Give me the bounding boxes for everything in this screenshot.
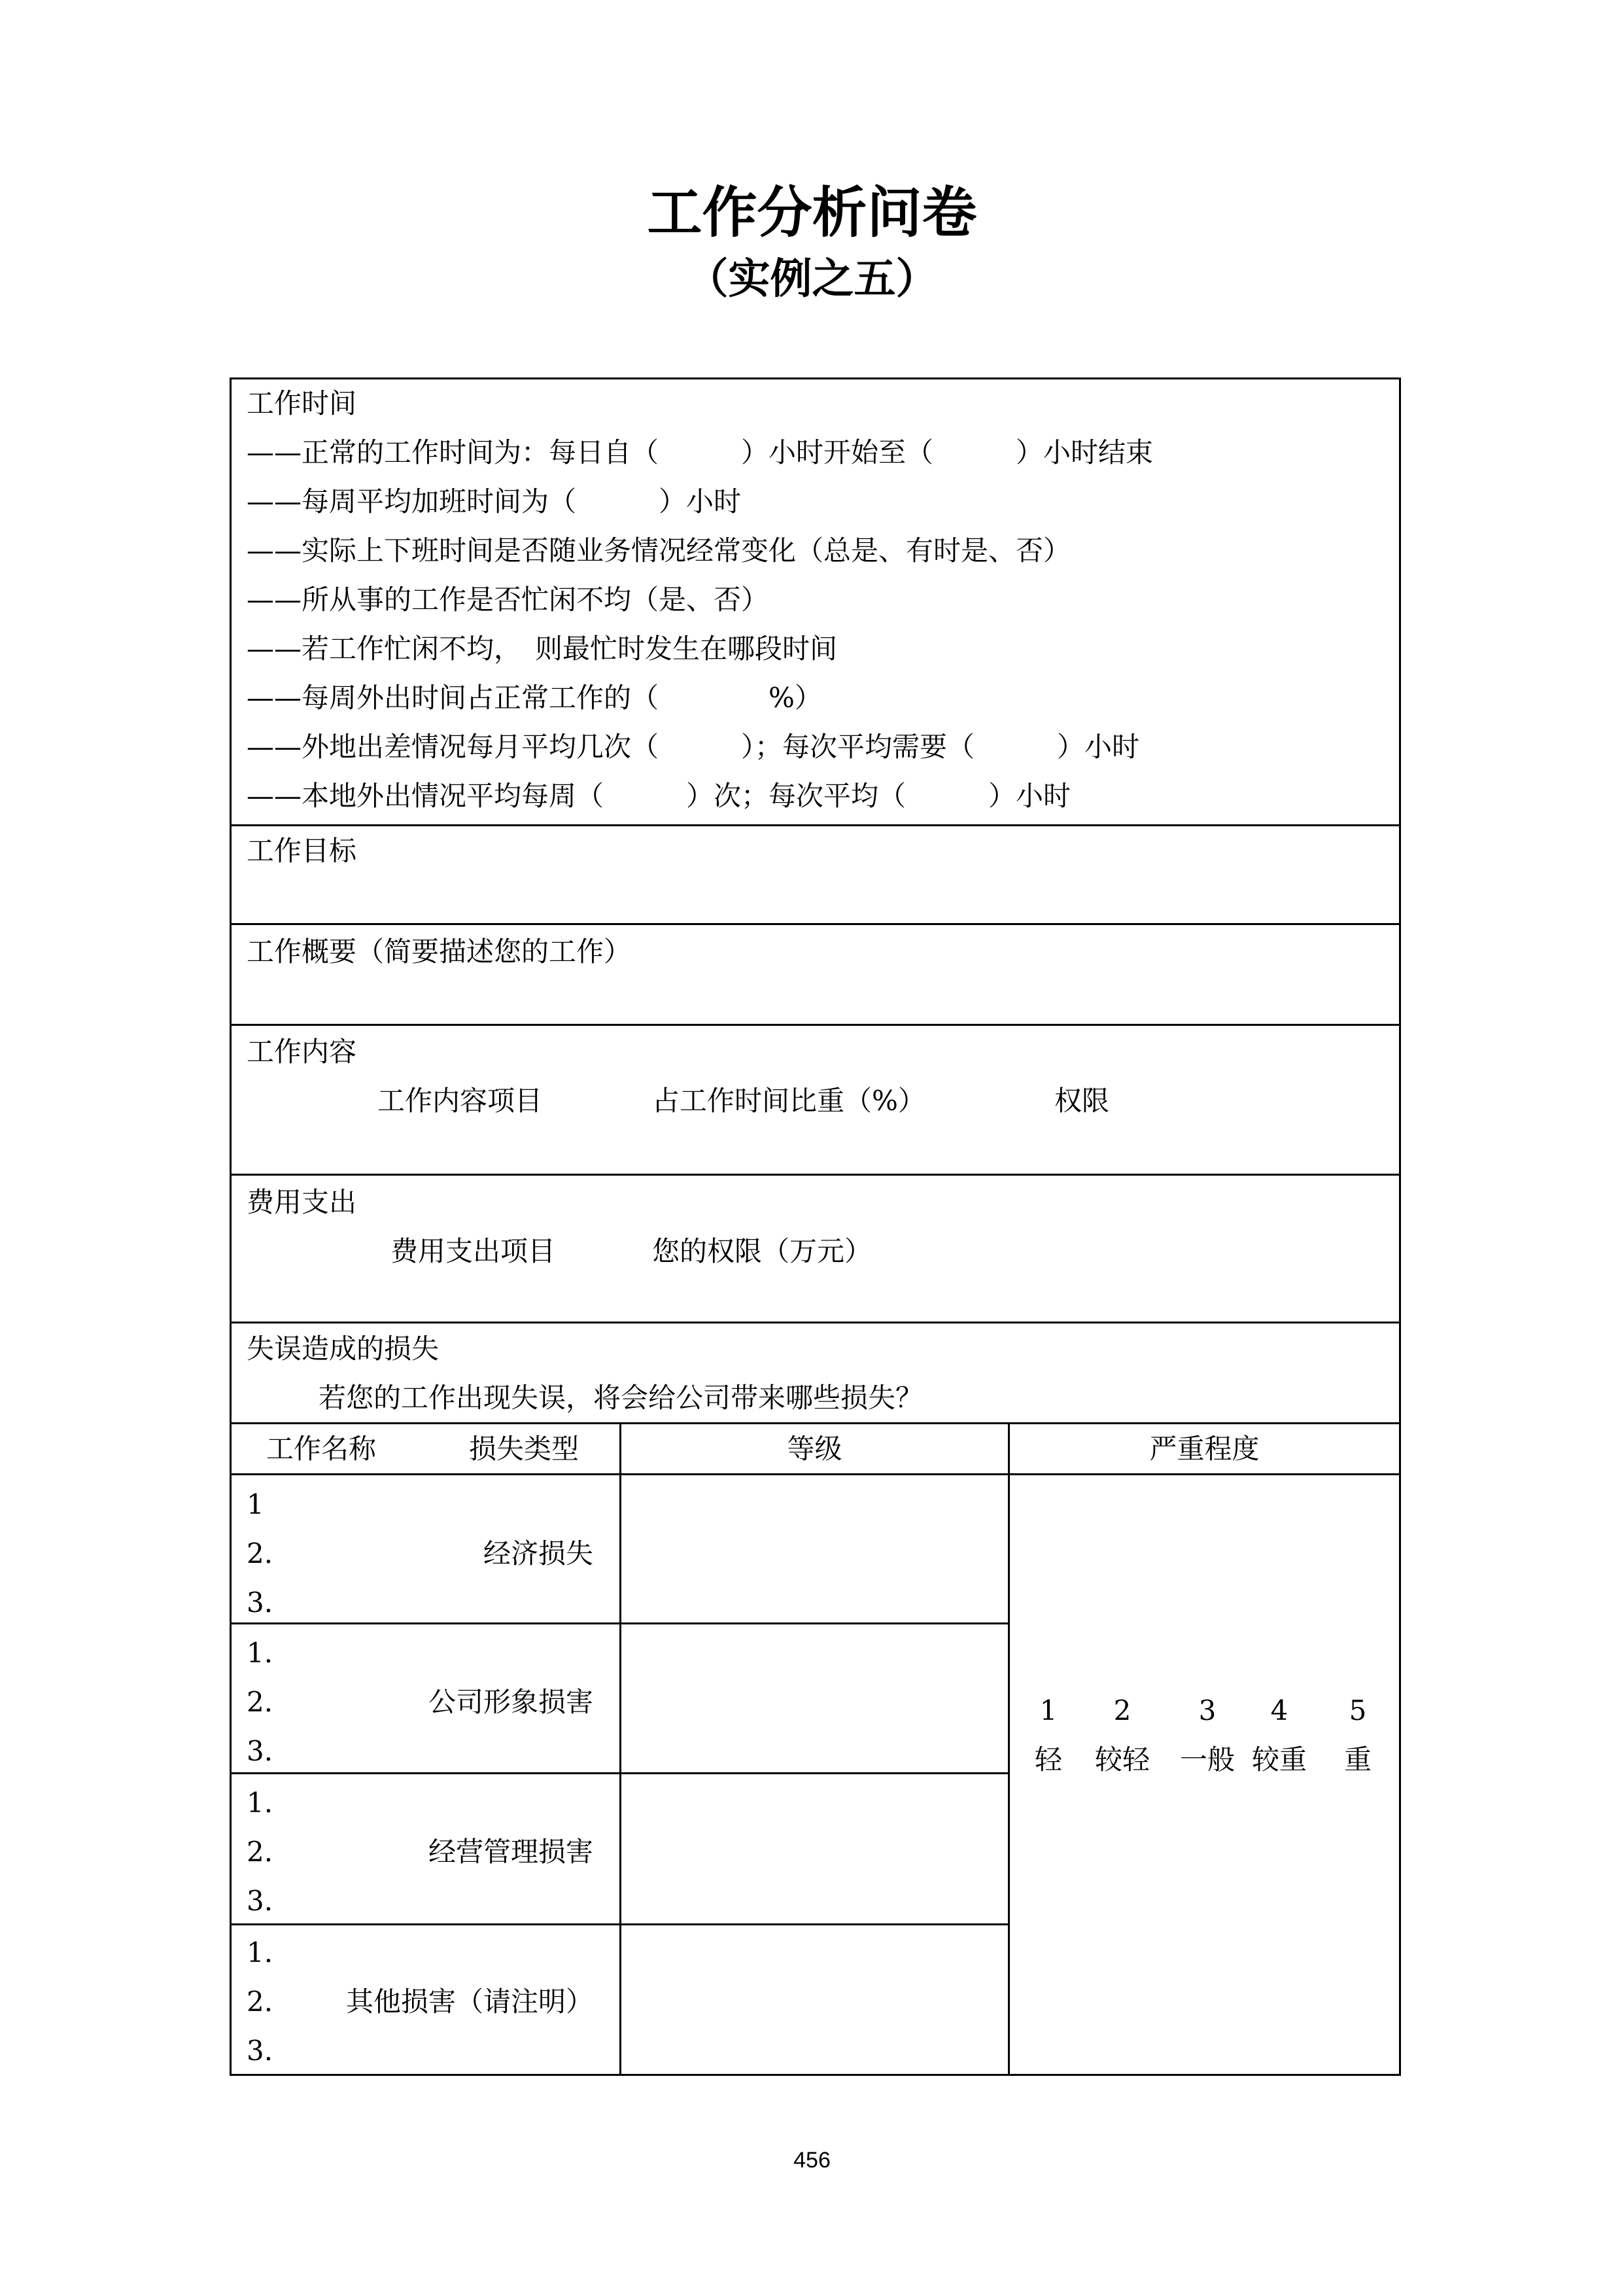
severity-label: 较重 <box>1251 1743 1307 1776</box>
loss-column-divider <box>1008 1422 1010 2075</box>
row-number: 3. <box>247 2035 273 2067</box>
losses-heading: 失误造成的损失 <box>247 1333 440 1365</box>
severity-number: 2 <box>1113 1694 1132 1726</box>
severity-number: 5 <box>1349 1694 1367 1726</box>
form-border-left <box>230 377 232 2076</box>
work-time-line: ——每周平均加班时间为（ ）小时 <box>247 485 742 517</box>
work-time-line: ——本地外出情况平均每周（ ）次；每次平均（ ）小时 <box>247 780 1071 812</box>
severity-label: 较轻 <box>1094 1743 1150 1776</box>
row-number: 1. <box>247 1787 273 1819</box>
form-border-bottom <box>230 2074 1401 2076</box>
loss-type-label: 其他损害（请注明） <box>345 1986 593 2018</box>
loss-column-divider <box>619 1422 621 2075</box>
form-border-top <box>230 377 1401 379</box>
loss-table-header-bottom <box>230 1473 1401 1475</box>
expenses-column-authority: 您的权限（万元） <box>652 1235 872 1267</box>
severity-number: 3 <box>1198 1694 1217 1726</box>
section-divider <box>230 824 1401 826</box>
section-divider <box>230 1174 1401 1176</box>
loss-header-grade: 等级 <box>787 1433 842 1465</box>
document-subtitle: （实例之五） <box>686 255 938 304</box>
loss-table-header-top <box>230 1422 1401 1424</box>
form-border-right <box>1399 377 1401 2076</box>
work-time-line: ——所从事的工作是否忙闲不均（是、否） <box>247 584 769 616</box>
severity-number: 4 <box>1270 1694 1288 1726</box>
severity-label: 一般 <box>1179 1743 1235 1776</box>
section-divider <box>230 1322 1401 1323</box>
work-content-column-ratio: 占工作时间比重（%） <box>652 1085 925 1117</box>
work-time-heading: 工作时间 <box>247 387 357 419</box>
work-time-line: ——每周外出时间占正常工作的（ %） <box>247 682 822 714</box>
work-summary-heading: 工作概要（简要描述您的工作） <box>247 936 632 968</box>
page-number: 456 <box>793 2148 831 2173</box>
row-number: 3. <box>247 1735 273 1767</box>
severity-label: 轻 <box>1034 1743 1062 1776</box>
losses-question: 若您的工作出现失误，将会给公司带来哪些损失？ <box>319 1382 924 1414</box>
loss-type-label: 经济损失 <box>483 1537 593 1569</box>
loss-type-label: 经营管理损害 <box>428 1836 593 1868</box>
work-time-line: ——实际上下班时间是否随业务情况经常变化（总是、有时是、否） <box>247 534 1071 567</box>
work-time-line: ——正常的工作时间为：每日自（ ）小时开始至（ ）小时结束 <box>247 436 1154 468</box>
row-number: 3. <box>247 1885 273 1917</box>
row-number: 1. <box>247 1637 273 1669</box>
row-number: 2. <box>247 1537 273 1569</box>
row-number: 1. <box>247 1936 273 1969</box>
loss-header-work-name: 工作名称 <box>266 1433 377 1465</box>
row-number: 1 <box>247 1488 264 1520</box>
section-divider <box>230 923 1401 925</box>
loss-header-severity: 严重程度 <box>1149 1433 1260 1465</box>
severity-label: 重 <box>1343 1743 1372 1776</box>
section-divider <box>230 1024 1401 1026</box>
work-time-line: ——外地出差情况每月平均几次（ ）；每次平均需要（ ）小时 <box>247 731 1140 763</box>
loss-header-loss-type: 损失类型 <box>469 1433 579 1465</box>
row-number: 3. <box>247 1586 273 1619</box>
work-time-line: ——若工作忙闲不均， 则最忙时发生在哪段时间 <box>247 633 838 665</box>
row-number: 2. <box>247 1836 273 1868</box>
expenses-column-item: 费用支出项目 <box>390 1235 556 1267</box>
document-title: 工作分析问卷 <box>647 181 977 245</box>
row-number: 2. <box>247 1686 273 1718</box>
work-goal-heading: 工作目标 <box>247 835 357 867</box>
row-number: 2. <box>247 1986 273 2018</box>
severity-number: 1 <box>1039 1694 1058 1726</box>
work-content-column-authority: 权限 <box>1054 1085 1110 1117</box>
work-content-heading: 工作内容 <box>247 1036 357 1068</box>
loss-type-label: 公司形象损害 <box>428 1686 593 1718</box>
questionnaire-form <box>230 377 1401 2076</box>
expenses-heading: 费用支出 <box>247 1186 357 1218</box>
work-content-column-item: 工作内容项目 <box>377 1085 543 1117</box>
